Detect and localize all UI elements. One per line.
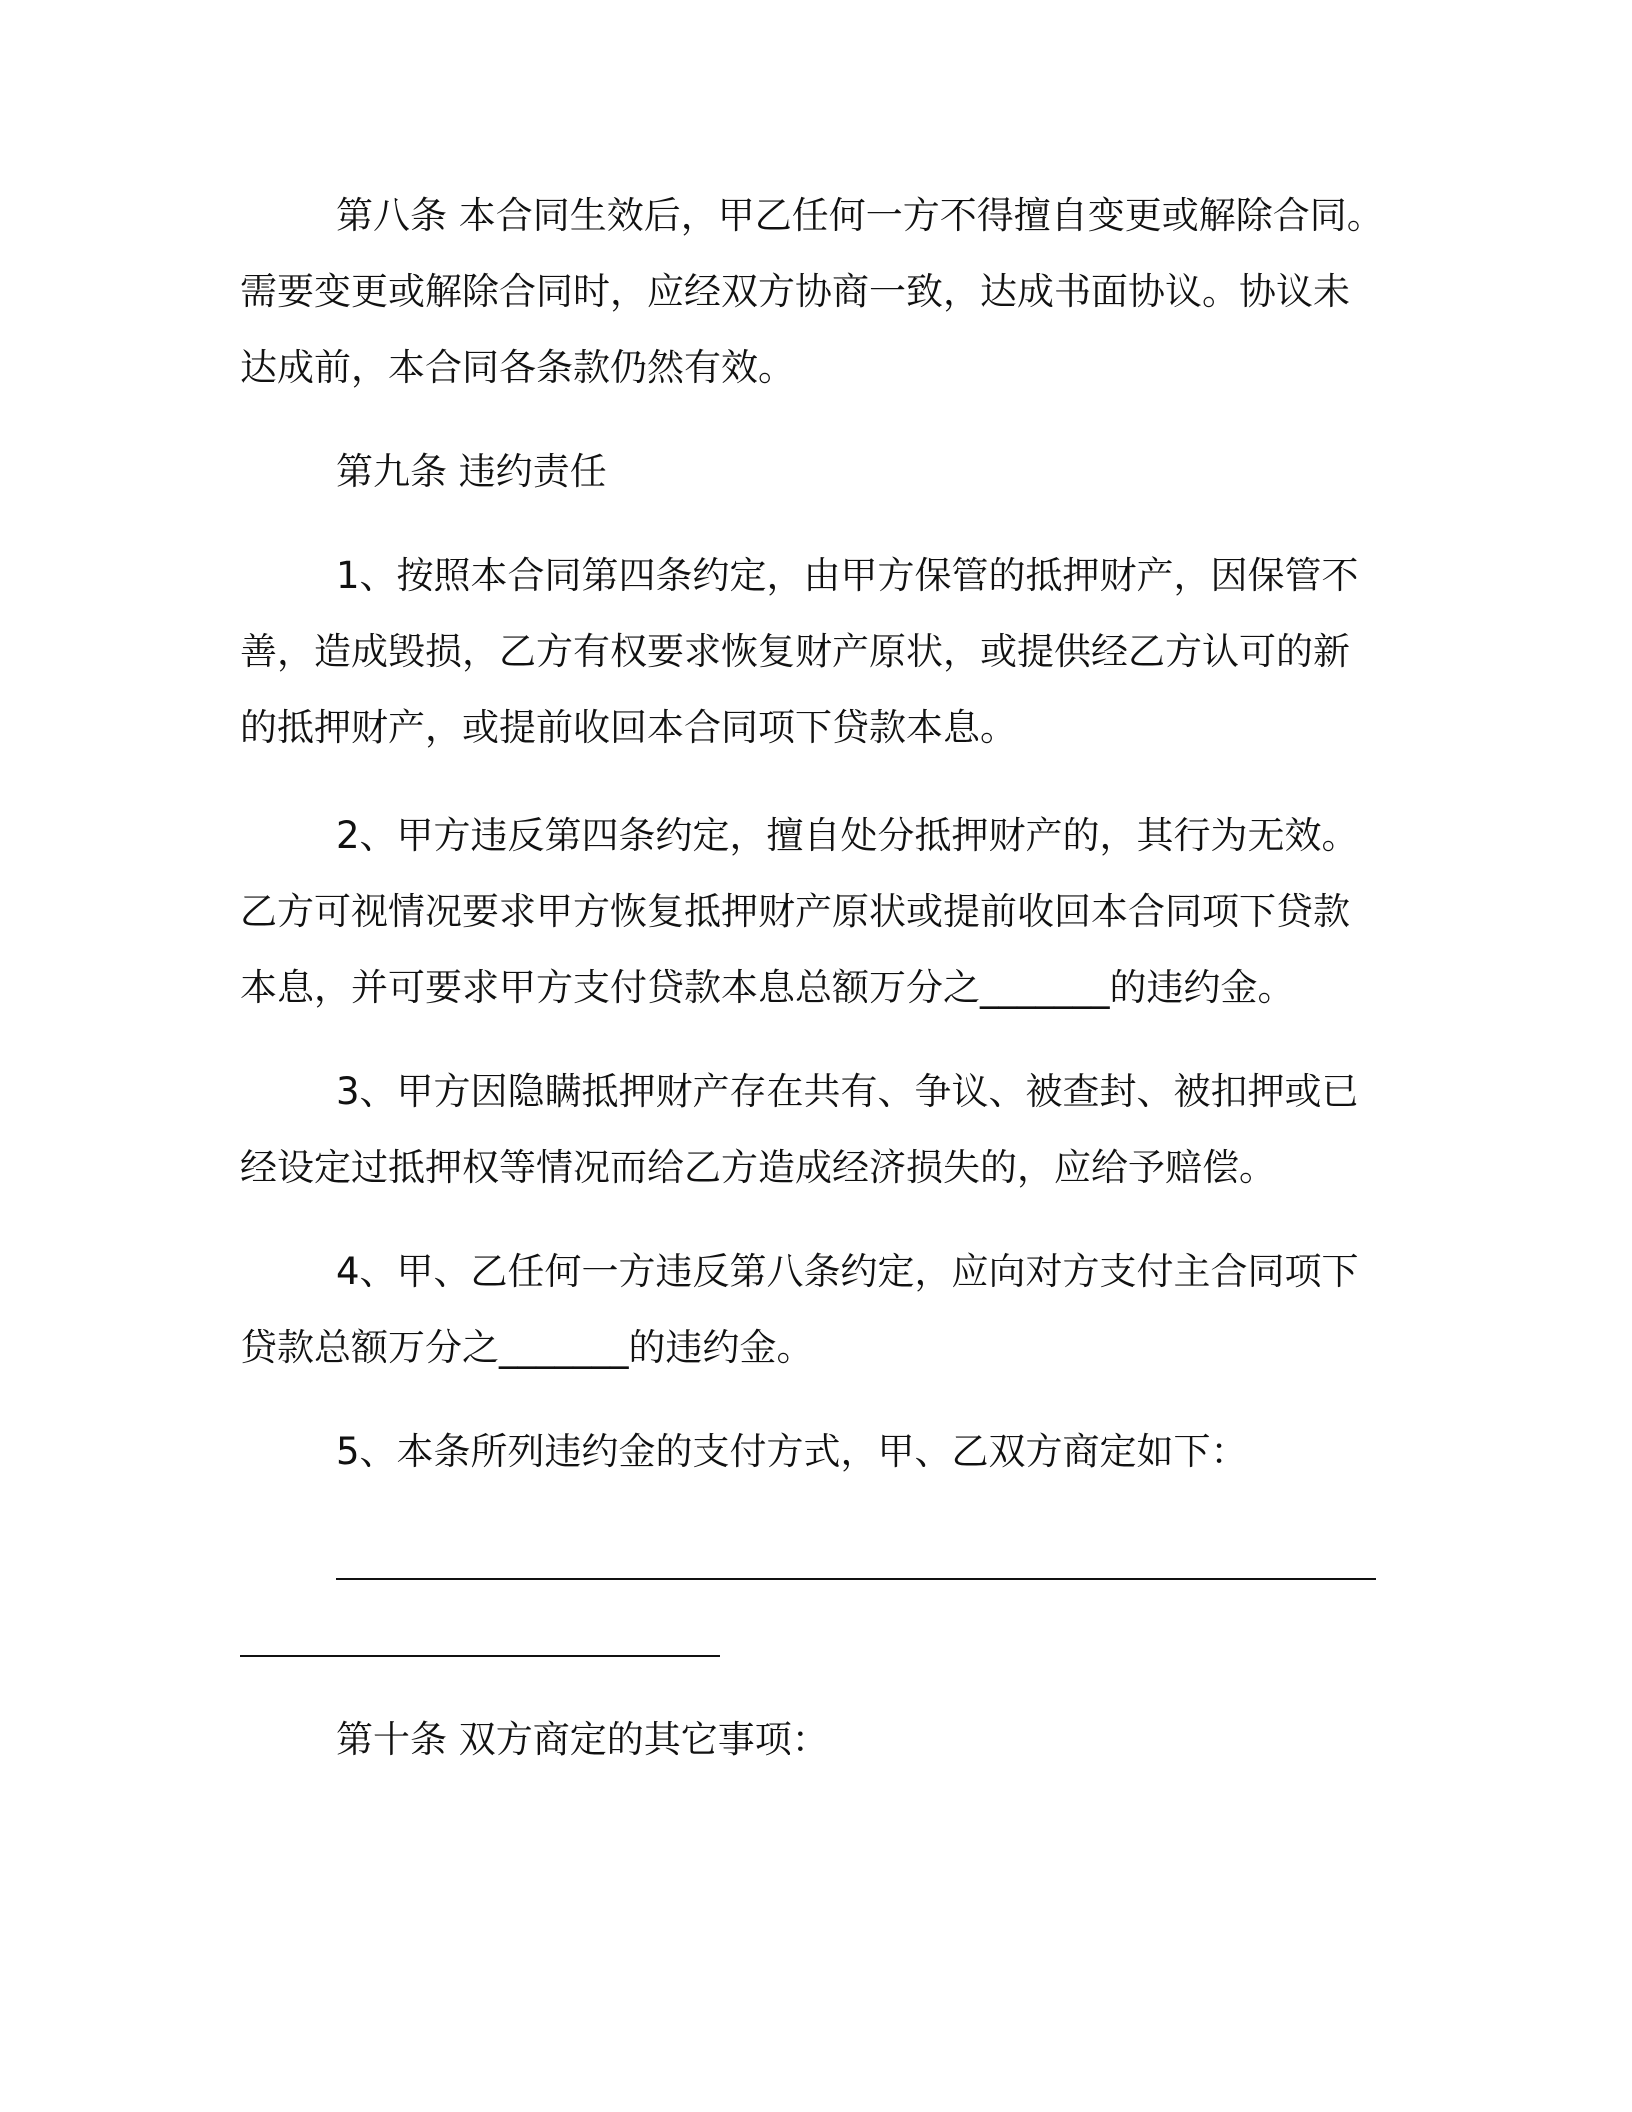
article-8-line-1: 第八条 本合同生效后，甲乙任何一方不得擅自变更或解除合同。: [336, 194, 1384, 237]
clause-1-line-1: 1、按照本合同第四条约定，由甲方保管的抵押财产，因保管不: [336, 554, 1359, 597]
clause-3-line-2: 经设定过抵押权等情况而给乙方造成经济损失的，应给予赔偿。: [240, 1146, 1276, 1189]
clause-2-line-1: 2、甲方违反第四条约定，擅自处分抵押财产的，其行为无效。: [336, 814, 1359, 857]
clause-4-line-2: 贷款总额万分之_______的违约金。: [240, 1326, 814, 1369]
article-8-line-2: 需要变更或解除合同时，应经双方协商一致，达成书面协议。协议未: [240, 270, 1350, 313]
clause-1-line-2: 善，造成毁损，乙方有权要求恢复财产原状，或提供经乙方认可的新: [240, 630, 1350, 673]
clause-5-line-1: 5、本条所列违约金的支付方式，甲、乙双方商定如下：: [336, 1430, 1248, 1473]
article-8-line-3: 达成前，本合同各条款仍然有效。: [240, 346, 795, 389]
article-9-heading: 第九条 违约责任: [336, 450, 607, 493]
clause-2-line-2: 乙方可视情况要求甲方恢复抵押财产原状或提前收回本合同项下贷款: [240, 890, 1350, 933]
clause-2-line-3: 本息，并可要求甲方支付贷款本息总额万分之_______的违约金。: [240, 966, 1295, 1009]
blank-fill-line-2: [240, 1655, 720, 1657]
clause-1-line-3: 的抵押财产，或提前收回本合同项下贷款本息。: [240, 706, 1017, 749]
blank-fill-line-1: [336, 1578, 1376, 1580]
clause-4-line-1: 4、甲、乙任何一方违反第八条约定，应向对方支付主合同项下: [336, 1250, 1359, 1293]
article-10-heading: 第十条 双方商定的其它事项：: [336, 1718, 829, 1761]
clause-3-line-1: 3、甲方因隐瞒抵押财产存在共有、争议、被查封、被扣押或已: [336, 1070, 1359, 1113]
